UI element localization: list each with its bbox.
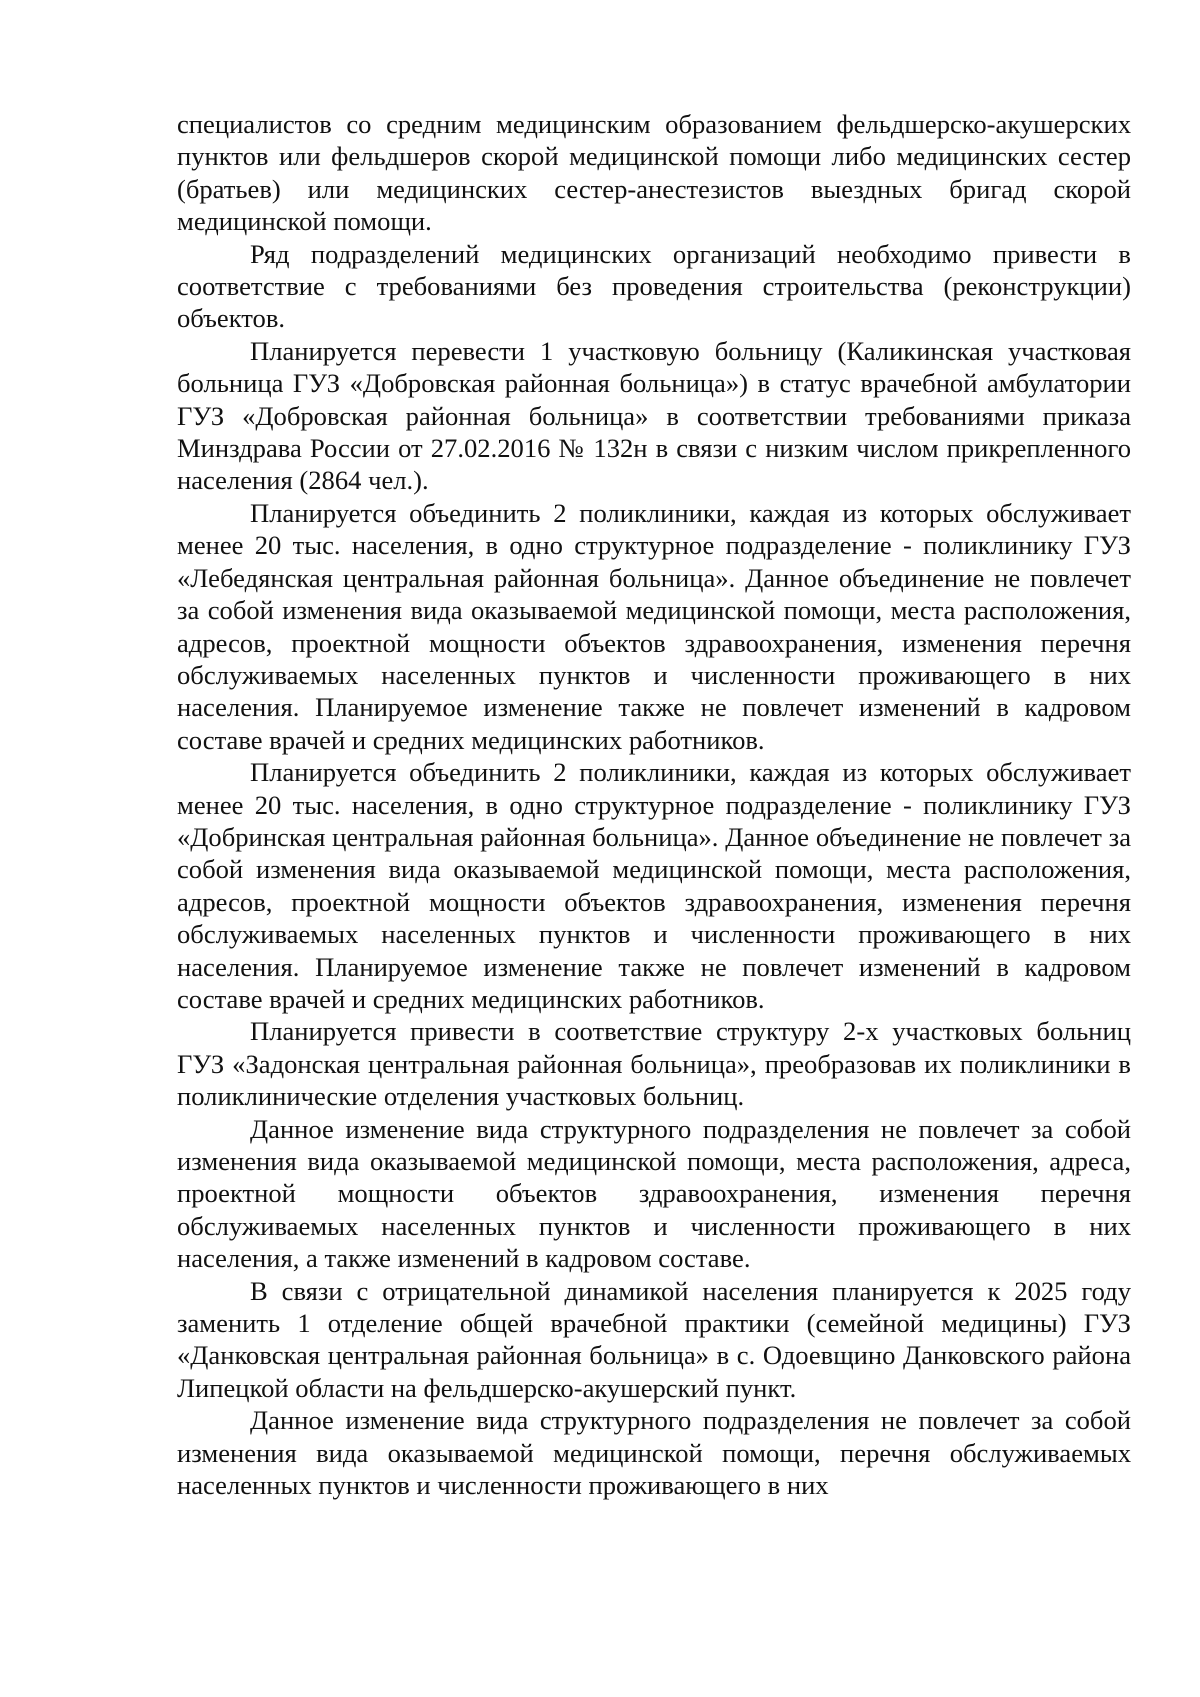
paragraph-continuation: специалистов со средним медицинским образованием фельдшерско-акушерских пунктов или фельдшеров скорой медицинской помощи либо медицинских сестер (братьев) или медицинских сестер-анестезистов выездных бригад скорой медицинской помощи.	[177, 109, 1131, 237]
document-body	[177, 108, 1131, 1501]
paragraph-dankovskaya-no-change: Данное изменение вида структурного подразделения не повлечет за собой изменения вида оказываемой медицинской помощи, перечня обслуживаемых населенных пунктов и численности проживающего в них	[177, 1405, 1131, 1501]
paragraph-reorganization-without-construction: Ряд подразделений медицинских организаций необходимо привести в соответствие с требованиями без проведения строительства (реконструкции) объектов.	[177, 238, 1131, 334]
paragraph-lebedyanskaya-merge: Планируется объединить 2 поликлиники, каждая из которых обслуживает менее 20 тыс. населения, в одно структурное подразделение - поликлинику ГУЗ «Лебедянская центральная районная больница». Данное объединение не повлечет за собой изменения вида оказываемой медицинской помощи, места расположения, адресов, проектной мощности объектов здравоохранения, изменения перечня обслуживаемых населенных пунктов и численности проживающего в них населения. Планируемое изменение также не повлечет изменений в кадровом составе врачей и средних медицинских работников.	[177, 497, 1131, 755]
paragraph-zadonskaya-no-change: Данное изменение вида структурного подразделения не повлечет за собой изменения вида оказываемой медицинской помощи, места расположения, адреса, проектной мощности объектов здравоохранения, изменения перечня обслуживаемых населенных пунктов и численности проживающего в них населения, а также изменений в кадровом составе.	[177, 1113, 1131, 1274]
paragraph-kalikinskaya-hospital: Планируется перевести 1 участковую больницу (Каликинская участковая больница ГУЗ «Добровская районная больница») в статус врачебной амбулатории ГУЗ «Добровская районная больница» в соответствии требованиями приказа Минздрава России от 27.02.2016 № 132н в связи с низким числом прикрепленного населения (2864 чел.).	[177, 335, 1131, 496]
paragraph-dankovskaya-replacement: В связи с отрицательной динамикой населения планируется к 2025 году заменить 1 отделение общей врачебной практики (семейной медицины) ГУЗ «Данковская центральная районная больница» в с. Одоевщино Данковского района Липецкой области на фельдшерско-акушерский пункт.	[177, 1275, 1131, 1403]
paragraph-zadonskaya-structure: Планируется привести в соответствие структуру 2-х участковых больниц ГУЗ «Задонская центральная районная больница», преобразовав их поликлиники в поликлинические отделения участковых больниц.	[177, 1016, 1131, 1112]
paragraph-dobrinskaya-merge: Планируется объединить 2 поликлиники, каждая из которых обслуживает менее 20 тыс. населения, в одно структурное подразделение - поликлинику ГУЗ «Добринская центральная районная больница». Данное объединение не повлечет за собой изменения вида оказываемой медицинской помощи, места расположения, адресов, проектной мощности объектов здравоохранения, изменения перечня обслуживаемых населенных пунктов и численности проживающего в них населения. Планируемое изменение также не повлечет изменений в кадровом составе врачей и средних медицинских работников.	[177, 757, 1131, 1014]
